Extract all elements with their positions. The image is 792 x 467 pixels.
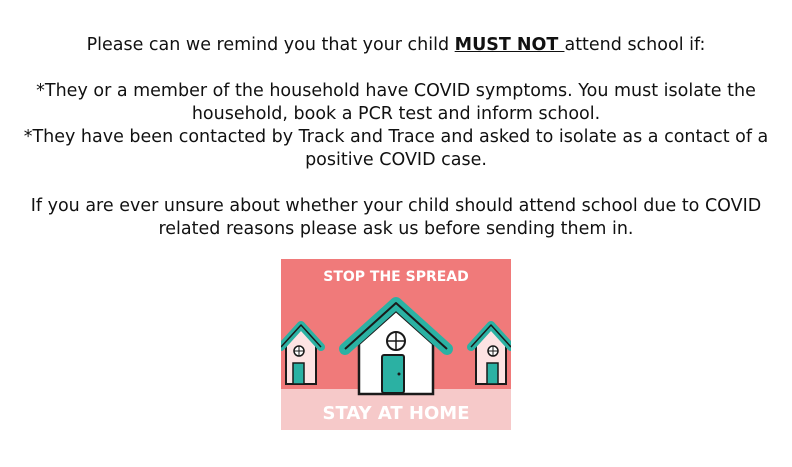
spacer <box>0 172 792 195</box>
bullet1-line1: *They or a member of the household have COVID symptoms. You must isolate the <box>36 81 756 101</box>
stay-at-home-text: STAY AT HOME <box>322 403 470 424</box>
intro-text-before: Please can we remind you that your child <box>86 35 455 55</box>
stop-the-spread-poster <box>281 259 511 430</box>
intro-line <box>0 34 792 57</box>
bullet1-line2: household, book a PCR test and inform school. <box>191 104 601 124</box>
closing-line2: related reasons please ask us before sending them in. <box>158 219 634 239</box>
notice-text <box>0 34 792 241</box>
intro-text-after: attend school if: <box>564 35 706 55</box>
closing-line1: If you are ever unsure about whether your child should attend school due to COVID <box>30 196 762 216</box>
spacer <box>0 57 792 80</box>
poster-graphic <box>281 259 511 430</box>
stop-the-spread-text: STOP THE SPREAD <box>323 269 469 285</box>
bullet2-line1: *They have been contacted by Track and Trace and asked to isolate as a contact of a <box>23 127 769 147</box>
bullet2-line2: positive COVID case. <box>305 150 487 170</box>
must-not-emphasis: MUST NOT <box>454 35 565 55</box>
